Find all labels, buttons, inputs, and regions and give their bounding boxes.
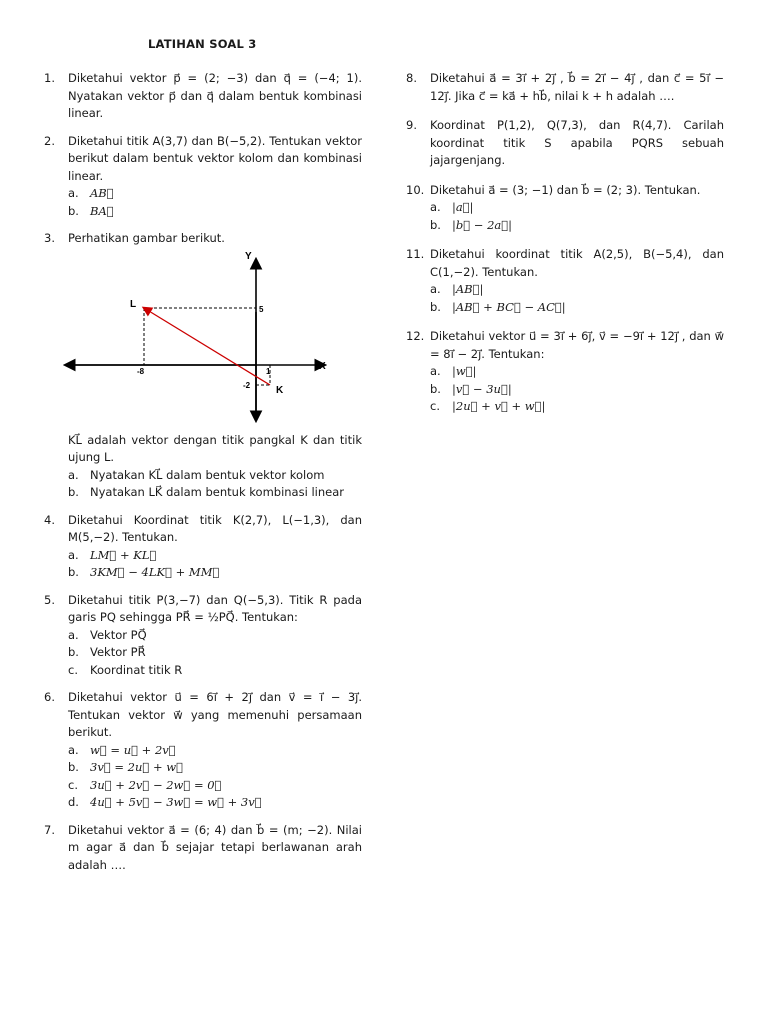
sub-item-label: a. [430, 200, 441, 214]
sub-item-label: b. [68, 565, 79, 579]
question-5 [44, 592, 362, 680]
vector-KL [144, 308, 270, 385]
sub-item-text: Vektor PQ⃗ [90, 627, 147, 642]
question-after-text: KL⃗ adalah vektor dengan titik pangkal K dan titik ujung L. [68, 432, 362, 464]
left-column [44, 70, 362, 884]
sub-item-b [68, 484, 362, 502]
question-2 [44, 133, 362, 221]
sub-item-text: |a⃗| [452, 200, 474, 214]
question-text: Diketahui a⃗ = 3i⃗ + 2j⃗ , b⃗ = 2i⃗ − 4j⃗ , dan c⃗ = 5i⃗ − 12j⃗. Jika c⃗ = ka⃗ + hb⃗, nilai k + h adalah …. [430, 71, 724, 103]
sub-item-a [68, 627, 362, 645]
sub-item-label: a. [68, 467, 79, 482]
sub-item-label: b. [430, 299, 441, 314]
sub-item-b [68, 759, 362, 777]
sub-item-b [68, 564, 362, 582]
sub-item-b [430, 299, 724, 317]
question-text: Diketahui titik A(3,7) dan B(−5,2). Tentukan vektor berikut dalam bentuk vektor kolom dan kombinasi linear. [68, 133, 362, 183]
tick-5-label: 5 [259, 304, 264, 314]
question-text: Diketahui a⃗ = (3; −1) dan b⃗ = (2; 3). Tentukan. [430, 182, 701, 197]
sub-item-a [68, 742, 362, 760]
question-10 [406, 182, 724, 235]
coordinate-graph [44, 252, 362, 428]
point-L-label: L [130, 298, 137, 310]
question-number: 6. [44, 690, 55, 704]
question-number: 8. [406, 71, 417, 85]
question-number: 4. [44, 512, 55, 527]
sub-item-text: 3u⃗ + 2v⃗ − 2w⃗ = 0⃗ [90, 777, 222, 792]
question-number: 11. [406, 247, 425, 261]
question-number: 7. [44, 822, 55, 837]
sub-item-text: |b⃗ − 2a⃗| [452, 217, 513, 232]
sub-item-label: c. [430, 399, 440, 413]
question-text: Diketahui koordinat titik A(2,5), B(−5,4), dan C(1,−2). Tentukan. [430, 247, 724, 279]
right-column [406, 70, 724, 428]
sub-item-a [430, 281, 724, 299]
sub-item-label: a. [430, 282, 441, 296]
question-number: 2. [44, 133, 55, 148]
tick-minus8-label: -8 [137, 366, 145, 376]
question-8 [406, 70, 724, 105]
question-11 [406, 246, 724, 316]
sub-item-text: 3KM⃗ − 4LK⃗ + MM⃗ [90, 565, 220, 579]
sub-item-label: a. [68, 186, 79, 200]
sub-item-text: |w⃗| [452, 364, 477, 378]
question-number: 12. [406, 329, 425, 343]
question-text: Diketahui vektor a⃗ = (6; 4) dan b⃗ = (m; −2). Nilai m agar a⃗ dan b⃗ sejajar tetapi berlawanan arah adalah …. [68, 822, 362, 872]
sub-item-label: a. [68, 742, 79, 757]
sub-item-text: 4u⃗ + 5v⃗ − 3w⃗ = w⃗ + 3v⃗ [90, 795, 262, 809]
sub-item-label: d. [68, 795, 79, 809]
sub-item-text: w⃗ = u⃗ + 2v⃗ [90, 742, 176, 757]
sub-item-label: b. [68, 203, 79, 218]
sub-item-text: LM⃗ + KL⃗ [90, 547, 157, 562]
question-text: Perhatikan gambar berikut. [68, 231, 225, 245]
sub-item-label: a. [68, 627, 79, 642]
question-1 [44, 70, 362, 123]
question-4 [44, 512, 362, 582]
sub-item-b [68, 203, 362, 221]
question-text: Koordinat P(1,2), Q(7,3), dan R(4,7). Carilah koordinat titik S apabila PQRS sebuah jajargenjang. [430, 118, 724, 167]
sub-item-text: |AB⃗| [452, 282, 484, 296]
sub-item-label: b. [68, 645, 79, 659]
question-number: 9. [406, 118, 417, 132]
tick-minus2-label: -2 [243, 380, 251, 390]
question-text: Diketahui titik P(3,−7) dan Q(−5,3). Titik R pada garis PQ sehingga PR⃗ = ½PQ⃗. Tentukan: [68, 592, 362, 624]
sub-item-a [430, 199, 724, 217]
point-K-label: K [276, 384, 284, 396]
question-number: 1. [44, 71, 55, 85]
sub-item-d [68, 794, 362, 812]
sub-item-text: Vektor PR⃗ [90, 645, 146, 659]
question-number: 10. [406, 182, 425, 197]
sub-item-label: b. [430, 381, 441, 396]
sub-item-text: AB⃗ [90, 186, 114, 200]
question-number: 3. [44, 231, 55, 245]
sub-item-c [430, 398, 724, 416]
question-text: Diketahui vektor u⃗ = 6i⃗ + 2j⃗ dan v⃗ = i⃗ − 3j⃗. Tentukan vektor w⃗ yang memenuhi persamaan berikut. [68, 690, 362, 739]
page-title: LATIHAN SOAL 3 [148, 37, 257, 51]
sub-item-label: b. [68, 760, 79, 774]
sub-item-text: |AB⃗ + BC⃗ − AC⃗| [452, 299, 566, 314]
sub-item-text: BA⃗ [90, 203, 114, 218]
question-text: Diketahui vektor p⃗ = (2; −3) dan q⃗ = (−4; 1). Nyatakan vektor p⃗ dan q⃗ dalam bentuk kombinasi linear. [68, 71, 362, 120]
question-text: Diketahui Koordinat titik K(2,7), L(−1,3), dan M(5,−2). Tentukan. [68, 512, 362, 544]
sub-item-label: c. [68, 662, 78, 677]
sub-item-b [430, 217, 724, 235]
question-9 [406, 117, 724, 170]
sub-item-b [430, 381, 724, 399]
y-axis-label: Y [245, 251, 252, 262]
sub-item-b [68, 644, 362, 662]
sub-item-text: Nyatakan KL⃗ dalam bentuk vektor kolom [90, 467, 325, 482]
question-12 [406, 328, 724, 416]
sub-item-label: b. [430, 217, 441, 232]
sub-item-a [68, 547, 362, 565]
sub-item-a [68, 185, 362, 203]
sub-item-text: |v⃗ − 3u⃗| [452, 381, 512, 396]
sub-item-a [430, 363, 724, 381]
sub-item-text: Koordinat titik R [90, 662, 183, 677]
sub-item-a [68, 467, 362, 485]
sub-item-label: c. [68, 777, 78, 792]
tick-1-label: 1 [266, 366, 271, 376]
sub-item-text: |2u⃗ + v⃗ + w⃗| [452, 399, 546, 413]
sub-item-c [68, 777, 362, 795]
sub-item-c [68, 662, 362, 680]
sub-item-label: a. [430, 364, 441, 378]
sub-item-label: a. [68, 547, 79, 562]
x-axis-label: X [319, 360, 326, 372]
sub-item-text: Nyatakan LK⃗ dalam bentuk kombinasi linear [90, 485, 344, 499]
sub-item-label: b. [68, 485, 79, 499]
question-text: Diketahui vektor u⃗ = 3i⃗ + 6j⃗, v⃗ = −9i⃗ + 12j⃗ , dan w⃗ = 8i⃗ − 2j⃗. Tentukan: [430, 329, 724, 361]
question-3 [44, 230, 362, 502]
coordinate-graph-svg [44, 252, 362, 428]
question-6 [44, 689, 362, 812]
question-number: 5. [44, 592, 55, 607]
question-7 [44, 822, 362, 875]
sub-item-text: 3v⃗ = 2u⃗ + w⃗ [90, 760, 183, 774]
